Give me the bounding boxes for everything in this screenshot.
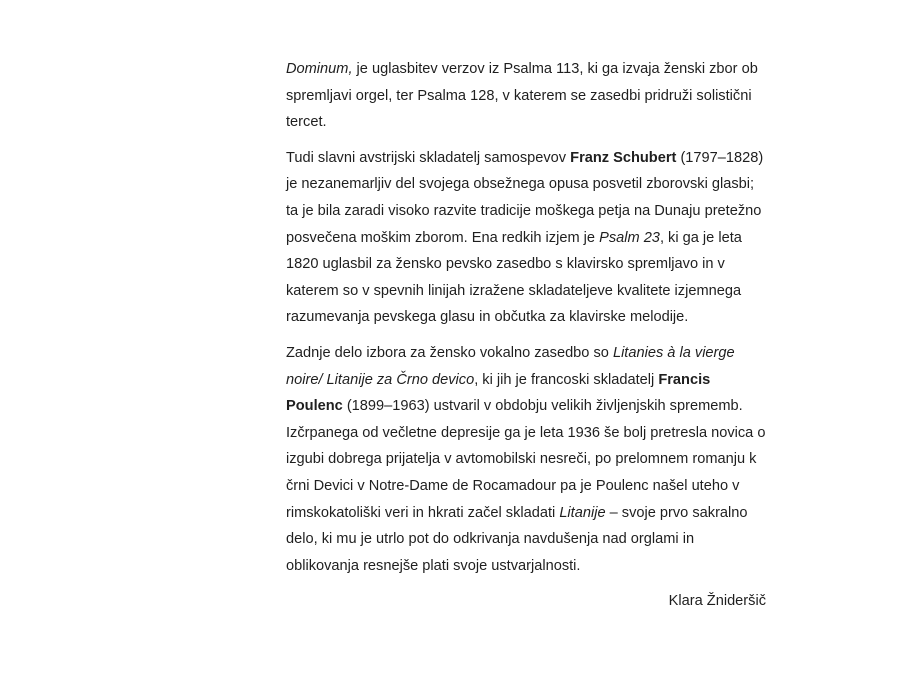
- work-title-dominum: Dominum,: [286, 61, 353, 77]
- composer-name-schubert: Franz Schubert: [570, 149, 677, 166]
- paragraph-text: Zadnje delo izbora za žensko vokalno zasedbo so: [286, 344, 613, 361]
- paragraph-schubert: [286, 145, 766, 331]
- paragraph-psalms: [286, 56, 766, 136]
- paragraph-poulenc: [286, 340, 766, 579]
- paragraph-text: Tudi slavni avstrijski skladatelj samospevov: [286, 149, 571, 166]
- paragraph-text: (1797–1828) je nezanemarljiv del svojega obsežnega opusa posvetil zborovski glasbi; ta je bila zaradi visoko razvite tradicije moškega petja na Dunaju pretežno posvečena moškim zborom. Ena redkih izjem je: [286, 149, 764, 246]
- paragraph-text: , ki jih je francoski skladatelj: [474, 371, 659, 388]
- paragraph-text: – svoje prvo sakralno delo, ki mu je utrlo pot do odkrivanja navdušenja nad orglami in oblikovanja resnejše plati svoje ustvarjalnosti.: [286, 504, 748, 574]
- article-body: [286, 56, 766, 615]
- paragraph-text: , ki ga je leta 1820 uglasbil za žensko pevsko zasedbo s klavirsko spremljavo in v katerem so v spevnih linijah izražene skladateljeve kvalitete izjemnega razumevanja pevskega glasu in občutka za klavirske melodije.: [286, 229, 742, 326]
- paragraph-text: je uglasbitev verzov iz Psalma 113, ki ga izvaja ženski zbor ob spremljavi orgel, ter Psalma 128, v katerem se zasedbi pridruži solistični tercet.: [286, 61, 758, 131]
- author-signature: Klara Žnideršič: [668, 593, 766, 610]
- work-title-litanije: Litanije: [559, 504, 606, 521]
- composer-name-poulenc: Francis Poulenc: [286, 371, 711, 415]
- work-title-psalm-23: Psalm 23: [599, 229, 660, 246]
- work-title-litanies: Litanies à la vierge noire/ Litanije za Črno devico: [286, 344, 735, 388]
- paragraph-text: (1899–1963) ustvaril v obdobju velikih življenjskih sprememb. Izčrpanega od večletne depresije ga je leta 1936 še bolj pretresla novica o izgubi dobrega prijatelja v avtomobilski nesreči, po prelomnem romanju k črni Devici v Notre-Dame de Rocamadour pa je Poulenc našel uteho v rimskokatoliški veri in hkrati začel skladati: [286, 398, 766, 521]
